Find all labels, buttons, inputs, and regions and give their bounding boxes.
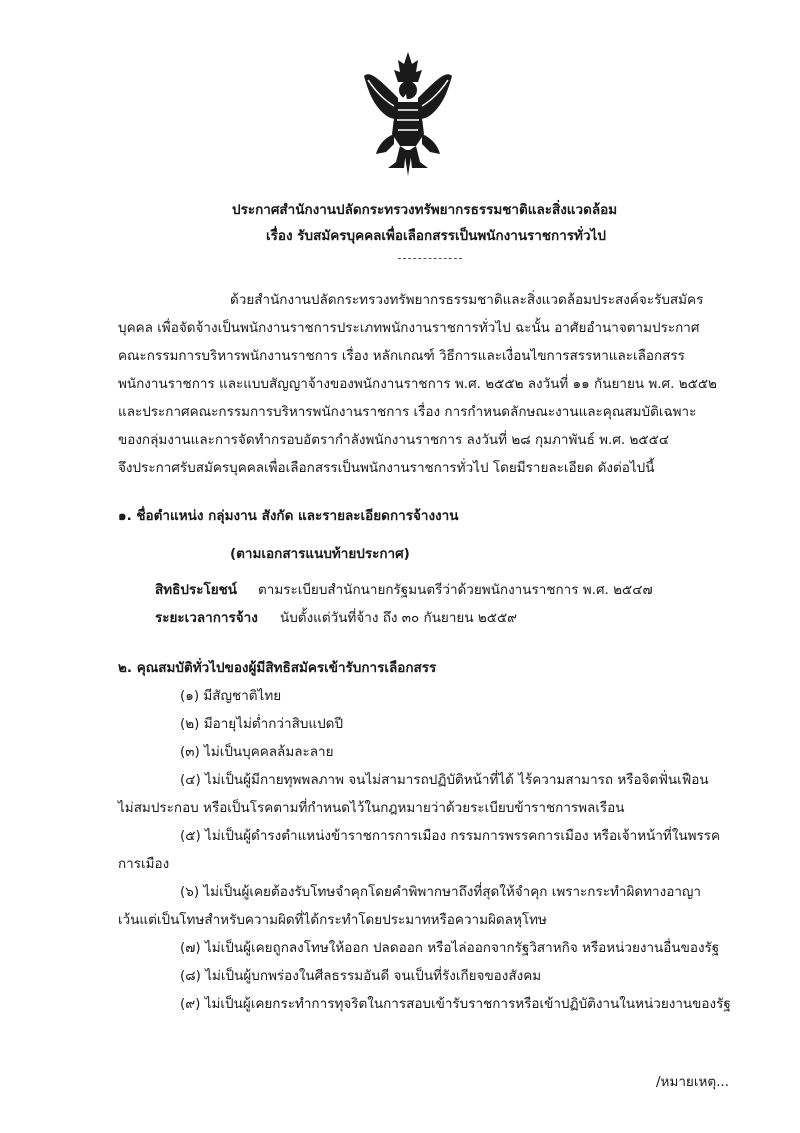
section-1-note: (ตามเอกสารแนบท้ายประกาศ) xyxy=(230,546,410,562)
announcement-title: ประกาศสำนักงานปลัดกระทรวงทรัพยากรธรรมชาติและสิ่งแวดล้อม xyxy=(232,202,618,218)
qualification-item-4: (๔) ไม่เป็นผู้มีกายทุพพลภาพ จนไม่สามารถปฏิบัติหน้าที่ได้ ไร้ความสามารถ หรือจิตฟั่นเฟือน xyxy=(180,772,709,788)
qualification-item-4-cont: ไม่สมประกอบ หรือเป็นโรคตามที่กำหนดไว้ในกฎหมายว่าด้วยระเบียบข้าราชการพลเรือน xyxy=(118,800,625,816)
qualification-item-7: (๗) ไม่เป็นผู้เคยถูกลงโทษให้ออก ปลดออก หรือไล่ออกจากรัฐวิสาหกิจ หรือหน่วยงานอื่นของรัฐ xyxy=(180,940,720,956)
intro-line-5: และประกาศคณะกรรมการบริหารพนักงานราชการ เรื่อง การกำหนดลักษณะงานและคุณสมบัติเฉพาะ xyxy=(118,404,697,420)
employment-period-value: นับตั้งแต่วันที่จ้าง ถึง ๓๐ กันยายน ๒๕๕๙ xyxy=(280,610,518,626)
intro-line-6: ของกลุ่มงานและการจัดทำกรอบอัตรากำลังพนักงานราชการ ลงวันที่ ๒๘ กุมภาพันธ์ พ.ศ. ๒๕๕๔ xyxy=(118,432,670,448)
intro-line-4: พนักงานราชการ และแบบสัญญาจ้างของพนักงานราชการ พ.ศ. ๒๕๕๒ ลงวันที่ ๑๑ กันยายน พ.ศ. ๒๕๕๒ xyxy=(118,376,717,392)
benefit-value: ตามระเบียบสำนักนายกรัฐมนตรีว่าด้วยพนักงานราชการ พ.ศ. ๒๕๔๗ xyxy=(258,582,653,598)
benefit-label: สิทธิประโยชน์ xyxy=(155,582,238,598)
intro-line-3: คณะกรรมการบริหารพนักงานราชการ เรื่อง หลักเกณฑ์ วิธีการและเงื่อนไขการสรรหาและเลือกสรร xyxy=(118,348,685,364)
garuda-emblem-icon xyxy=(360,50,456,180)
announcement-subject: เรื่อง รับสมัครบุคคลเพื่อเลือกสรรเป็นพนักงานราชการทั่วไป xyxy=(266,228,606,244)
section-1-heading: ๑. ชื่อตำแหน่ง กลุ่มงาน สังกัด และรายละเอียดการจ้างงาน xyxy=(118,508,459,524)
qualification-item-8: (๘) ไม่เป็นผู้บกพร่องในศีลธรรมอันดี จนเป็นที่รังเกียจของสังคม xyxy=(180,968,542,984)
intro-line-2: บุคคล เพื่อจัดจ้างเป็นพนักงานราชการประเภทพนักงานราชการทั่วไป ฉะนั้น อาศัยอำนาจตามประกาศ xyxy=(118,320,700,336)
qualification-item-2: (๒) มีอายุไม่ต่ำกว่าสิบแปดปี xyxy=(180,716,344,732)
qualification-item-3: (๓) ไม่เป็นบุคคลล้มละลาย xyxy=(180,744,334,760)
qualification-item-9: (๙) ไม่เป็นผู้เคยกระทำการทุจริตในการสอบเข้ารับราชการหรือเข้าปฏิบัติงานในหน่วยงานของรัฐ xyxy=(180,996,731,1012)
qualification-item-5: (๕) ไม่เป็นผู้ดำรงตำแหน่งข้าราชการการเมือง กรรมการพรรคการเมือง หรือเจ้าหน้าที่ในพรรค xyxy=(180,828,721,844)
section-2-heading: ๒. คุณสมบัติทั่วไปของผู้มีสิทธิสมัครเข้ารับการเลือกสรร xyxy=(118,660,437,676)
page-continuation-note: /หมายเหตุ... xyxy=(656,1074,729,1090)
qualification-item-6-cont: เว้นแต่เป็นโทษสำหรับความผิดที่ได้กระทำโดยประมาทหรือความผิดลหุโทษ xyxy=(118,912,547,928)
title-divider xyxy=(398,258,462,259)
qualification-item-6: (๖) ไม่เป็นผู้เคยต้องรับโทษจำคุกโดยคำพิพากษาถึงที่สุดให้จำคุก เพราะกระทำผิดทางอาญา xyxy=(180,884,701,900)
employment-period-label: ระยะเวลาการจ้าง xyxy=(155,610,258,626)
qualification-item-5-cont: การเมือง xyxy=(118,856,170,872)
qualification-item-1: (๑) มีสัญชาติไทย xyxy=(180,688,282,704)
intro-line-7: จึงประกาศรับสมัครบุคคลเพื่อเลือกสรรเป็นพนักงานราชการทั่วไป โดยมีรายละเอียด ดังต่อไปนี้ xyxy=(118,460,655,476)
intro-line-1: ด้วยสำนักงานปลัดกระทรวงทรัพยากรธรรมชาติและสิ่งแวดล้อมประสงค์จะรับสมัคร xyxy=(230,292,704,308)
